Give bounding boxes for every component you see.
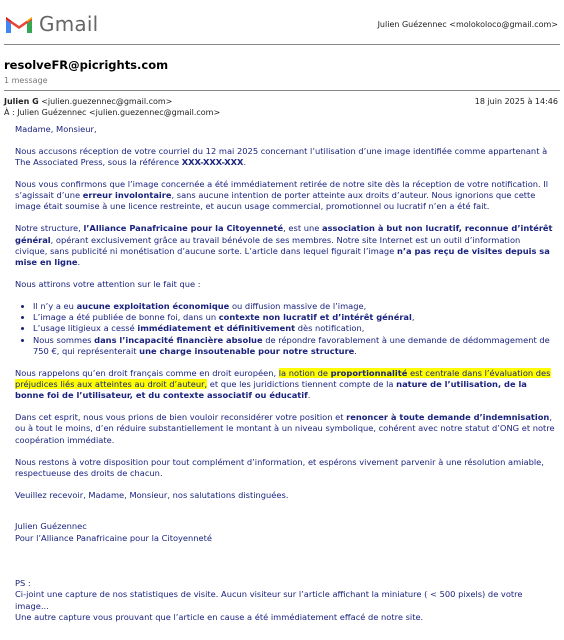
list-item: • Il n’y a eu aucune exploitation économique ou diffusion massive de l’image, (33, 301, 555, 312)
message-body (15, 124, 555, 623)
gmail-wordmark: Gmail (39, 12, 99, 36)
ps-line-1: Ci-joint une capture de nos statistiques de visite. Aucun visiteur sur l’article affichant la miniature ( < 500 pixels) de votre image... (15, 589, 523, 611)
signature-org: Pour l’Alliance Panafricaine pour la Citoyenneté (15, 532, 213, 543)
paragraph-8: Veuillez recevoir, Madame, Monsieur, nos salutations distinguées. (15, 489, 289, 500)
list-item: • Nous sommes dans l’incapacité financière absolue de répondre favorablement à une demande de dédommagement de 750 €, qui représenterait une charge insoutenable pour notre structure. (33, 335, 555, 358)
points-list (15, 301, 555, 357)
top-bar (0, 0, 564, 44)
list-item: • L’image a été publiée de bonne foi, dans un contexte non lucratif et d’intérêt général, (33, 312, 555, 323)
divider (4, 90, 560, 91)
sender-email: <julien.guezennec@gmail.com> (41, 97, 173, 106)
greeting: Madame, Monsieur, (15, 124, 97, 134)
paragraph-6: Dans cet esprit, nous vous prions de bien vouloir reconsidérer votre position et renoncer à toute demande d’indemnisation, ou à tout le moins, d’en réduire substantiellement le montant à un niveau symbolique, cohérent avec notre statut d’ONG et notre coopération immédiate. (15, 412, 555, 445)
thread-subject: resolveFR@picrights.com (4, 58, 169, 72)
sender-line (4, 97, 172, 106)
signature-name: Julien Guézennec (15, 521, 87, 532)
paragraph-1: Nous accusons réception de votre courriel du 12 mai 2025 concernant l’utilisation d’une image identifiée comme appartenant à The Associated Press, sous la référence XXX-XXX-XXX. (15, 145, 548, 168)
account-label: Julien Guézennec <molokoloco@gmail.com> (377, 20, 558, 29)
sender-name: Julien G (4, 97, 39, 106)
paragraph-3: Notre structure, l’Alliance Panafricaine pour la Citoyenneté, est une association à but non lucratif, reconnue d’intérêt général, opérant exclusivement grâce au travail bénévole de ses membres. Notre site Internet est un outil d’information civique, sans publicité ni monétisation d’aucune sorte. L’article dans lequel figurait l’image n’a pas reçu de visites depuis sa mise en ligne. (15, 223, 553, 268)
ps-line-2: Une autre capture vous prouvant que l’article en cause a été immédiatement effacé de notre site. (15, 611, 424, 622)
paragraph-5: Nous rappelons qu’en droit français comme en droit européen, la notion de proportionnalité est centrale dans l’évaluation des préjudices liés aux atteintes au droit d’auteur, et que les juridictions tiennent compte de la nature de l’utilisation, de la bonne foi de l’utilisateur, et du contexte associatif ou éducatif. (15, 367, 551, 401)
paragraph-4: Nous attirons votre attention sur le fait que : (15, 278, 201, 289)
highlighted-text: la notion de proportionnalité est centrale dans l’évaluation des préjudices liés aux atteintes au droit d’auteur, (15, 367, 551, 390)
paragraph-2: Nous vous confirmons que l’image concernée a été immédiatement retirée de notre site dès la réception de votre notification. Il s’agissait d’une erreur involontaire, sans aucune intention de porter atteinte aux droits d’auteur. Nous ignorions que cette image était soumise à une licence restreinte, et aucun usage commercial, promotionnel ou lucratif n’en a été fait. (15, 178, 549, 212)
recipient-line: À : Julien Guézennec <julien.guezennec@gmail.com> (4, 108, 221, 117)
gmail-logo-icon (4, 13, 34, 35)
message-count: 1 message (4, 76, 48, 85)
list-item: • L’usage litigieux a cessé immédiatement et définitivement dès notification, (33, 323, 555, 334)
paragraph-7: Nous restons à votre disposition pour tout complément d’information, et espérons vivement parvenir à une résolution amiable, respectueuse des droits de chacun. (15, 456, 544, 478)
ps-label: PS : (15, 578, 31, 589)
divider (4, 44, 560, 45)
message-date: 18 juin 2025 à 14:46 (474, 97, 558, 106)
